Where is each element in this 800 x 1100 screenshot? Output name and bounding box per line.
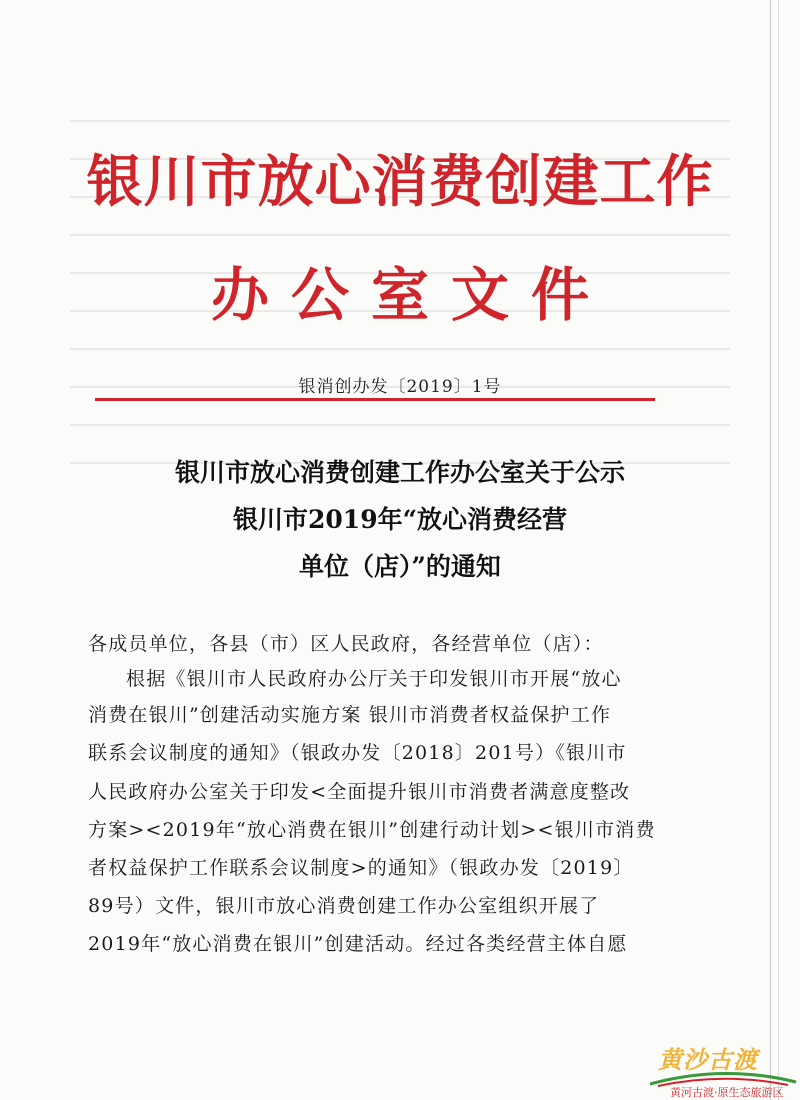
watermark-logo-text: 黄沙古渡 bbox=[658, 1046, 758, 1074]
body-line: 者权益保护工作联系会议制度>的通知》（银政办发〔2019〕 bbox=[88, 857, 634, 879]
watermark-logo bbox=[640, 1040, 800, 1100]
body-line: 消费在银川”创建活动实施方案 银川市消费者权益保护工作 bbox=[88, 704, 612, 726]
watermark-caption: 黄河古渡·原生态旅游区 bbox=[670, 1086, 784, 1099]
document-number: 银消创办发〔2019〕1号 bbox=[298, 377, 502, 397]
notice-title-line-2: 银川市2019年“放心消费经营 bbox=[233, 505, 567, 534]
body-line: 89号）文件，银川市放心消费创建工作办公室组织开展了 bbox=[88, 895, 600, 917]
header-title-line-1: 银川市放心消费创建工作 bbox=[86, 150, 714, 215]
notice-title-line-1: 银川市放心消费创建工作办公室关于公示 bbox=[174, 458, 625, 487]
header-title-line-2: 办公室文件 bbox=[210, 261, 611, 329]
notice-title-line-3: 单位（店）”的通知 bbox=[299, 552, 501, 581]
body-line: 根据《银川市人民政府办公厅关于印发银川市开展“放心 bbox=[126, 668, 622, 690]
body-line: 2019年“放心消费在银川”创建活动。经过各类经营主体自愿 bbox=[88, 933, 628, 955]
red-divider-rule bbox=[95, 398, 655, 401]
body-line: 人民政府办公室关于印发<全面提升银川市消费者满意度整改 bbox=[88, 781, 631, 803]
body-line: 联系会议制度的通知》（银政办发〔2018〕201号）《银川市 bbox=[88, 742, 627, 764]
body-line: 方案><2019年“放心消费在银川”创建行动计划><银川市消费 bbox=[88, 819, 656, 841]
body-salutation: 各成员单位，各县（市）区人民政府，各经营单位（店）： bbox=[88, 633, 604, 655]
